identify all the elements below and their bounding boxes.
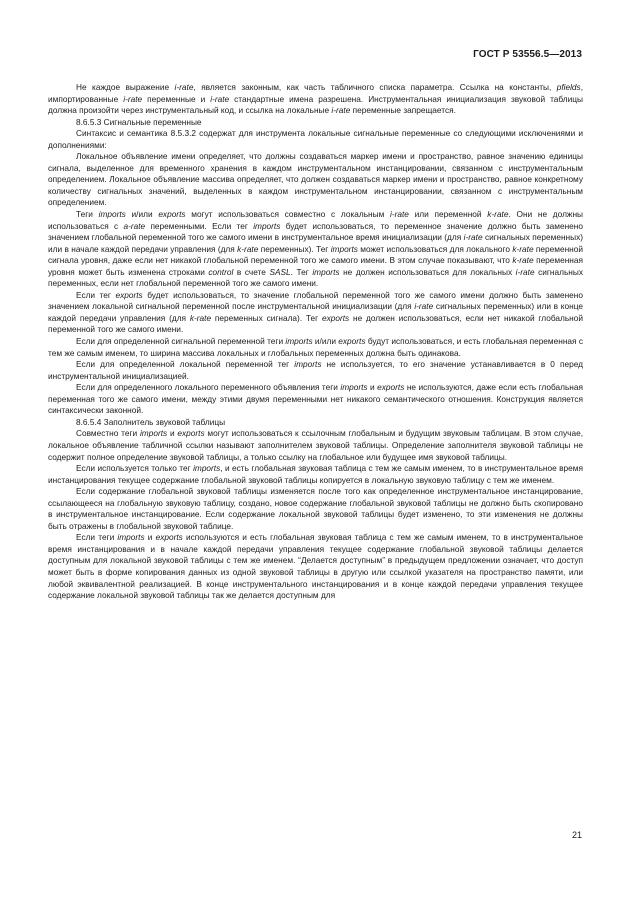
italic-term: exports — [321, 312, 350, 323]
paragraph — [48, 82, 583, 117]
italic-term: exports — [377, 382, 405, 393]
text-run: может использоваться для локального — [357, 243, 513, 254]
text-run: будут использоваться, и есть глобальная переменная с тем же самым именем, то ширина массива локальных и глобальных переменных должна быть одинакова. — [48, 336, 583, 358]
text-run: не используются, даже если есть глобальная переменная того же самого имени, между этими двумя переменными нет никакого семантического отношения. Конструкция является синтаксически законной. — [48, 382, 583, 416]
text-run: стандартные имена разрешена. Инструментальная инициализация звуковой таблицы должна произойти через инструментальный код, и ссылка на локальные — [48, 93, 583, 116]
italic-term: exports — [115, 289, 143, 300]
text-run: переменных сигнала). Тег — [211, 312, 322, 323]
text-run: , импортированные — [48, 82, 583, 104]
text-run: будет использоваться, то переменное значение должно быть заменено значением глобальной переменной того же самого имени в инструментальное время инициализации (для — [48, 220, 583, 243]
text-run: Если для определенного локального переменного объявления теги — [76, 382, 341, 393]
text-run: Если тег — [76, 289, 116, 300]
paragraph — [48, 290, 583, 336]
italic-term: imports — [139, 428, 168, 439]
text-run: не должен использоваться для локальных — [339, 266, 516, 277]
italic-term: pfields — [556, 82, 581, 92]
text-run: Если для определенной сигнальной переменной теги — [76, 336, 286, 347]
text-run: 8.6.5.4 Заполнитель звуковой таблицы — [76, 416, 226, 427]
italic-term: k-rate — [237, 243, 259, 254]
text-run: . Они не должны использоваться с — [48, 209, 584, 231]
text-run: не должен использоваться, если нет никакой глобальной переменной того же самого имени. — [48, 312, 583, 335]
text-run: используются и есть глобальная звуковая таблица с тем же самым именем, то в инструментальное время инстанцирования и в начале каждой передачи управления текущее содержание глобальной звуковой таблицы делается доступным для локальной звуковой таблицы с тем же именем. “Делается доступным” в предыдущем предложении означает, что доступ может быть в форме копирования данных из одной звуковой таблицы в другую или ссылкой указателя на пространство памяти, или любой эквивалентной реализацией. В конце инструментального инстанцирования и в конце каждой передачи управления текущее содержание локальной звуковой таблицы так же делается доступным для — [48, 532, 583, 601]
italic-term: i-rate — [414, 301, 434, 312]
text-run: Локальное объявление имени определяет, что должны создаваться маркер имени и пространство, равное значению единицы сигнала, выделенное для временного хранения в каждом инструментальном инстанцировании, связанном с инструментальным определением. Локальное объявление массива определяет, что должен создаваться маркер имени и пространство, равное конкретному количеству сигнальных значений, выделенных в каждом инструментальном инстанцировании, связанном с инструментальным определением. — [48, 151, 583, 208]
italic-term: k-rate — [487, 209, 509, 220]
text-run: , является законным, как часть табличного списка параметра. Ссылка на константы, — [193, 82, 557, 92]
italic-term: imports — [340, 382, 368, 393]
italic-term: imports — [253, 220, 281, 231]
italic-term: i-rate — [123, 93, 143, 104]
italic-term: i-rate — [331, 105, 351, 116]
text-run: переменная уровня может быть изменена строками — [48, 255, 584, 277]
italic-term: i-rate — [463, 232, 483, 243]
italic-term: control — [208, 266, 234, 277]
text-run: переменные и — [142, 93, 211, 104]
text-run: и/или — [312, 336, 339, 347]
italic-term: exports — [177, 428, 205, 439]
italic-term: imports — [285, 336, 313, 347]
text-run: сигнальных переменных, если нет глобальной переменной того же самого имени. — [48, 266, 583, 289]
paragraph — [48, 359, 583, 382]
body-text — [48, 82, 583, 602]
paragraph — [48, 382, 583, 417]
italic-term: imports — [294, 359, 322, 370]
text-run: Теги — [76, 209, 99, 220]
italic-term: imports — [117, 532, 145, 543]
italic-term: imports — [98, 209, 126, 220]
text-run: не используется, то его значение устанавливается в 0 перед инструментальной инициализацией. — [48, 359, 583, 381]
paragraph — [48, 209, 583, 290]
text-run: Не каждое выражение — [76, 82, 175, 92]
text-run: и/или — [125, 209, 159, 220]
italic-term: SASL — [269, 266, 291, 277]
text-run: будет использоваться, то значение глобальной переменной того же самого имени должно быть заменено значением локальной сигнальной переменной после инструментальной инициализации (для — [48, 289, 583, 312]
text-run: . Тег — [290, 266, 313, 277]
text-run: 8.6.5.3 Сигнальные переменные — [76, 116, 202, 127]
text-run: Если теги — [76, 532, 118, 543]
paragraph — [48, 151, 583, 209]
italic-term: imports — [312, 266, 340, 277]
italic-term: i-rate — [174, 82, 194, 92]
paragraph — [48, 417, 583, 429]
text-run: Если содержание глобальной звуковой таблицы изменяется после того как определенное инструментальное инстанцирование, ссылающееся на глобальную звуковую таблицу, создано, новое содержание глобальной звуковой таблицы не должно быть скопировано в инструментальное инстанцирование. Если содержание локальной звуковой таблицы будет изменено, то эти изменения не должны быть отражены в глобальной звуковой таблице. — [48, 486, 583, 531]
italic-term: i-rate — [515, 266, 535, 277]
italic-term: k-rate — [512, 243, 534, 254]
text-run: Если для определенной локальной переменной тег — [76, 359, 295, 370]
text-run: и — [167, 428, 178, 439]
paragraph — [48, 128, 583, 151]
text-run: переменные запрещается. — [350, 105, 456, 116]
italic-term: exports — [158, 209, 186, 220]
italic-term: imports — [330, 243, 358, 254]
text-run: , и есть глобальная звуковая таблица с тем же самым именем, то в инструментальное время инстанцирования текущее содержание глобальной звуковой таблицы копируется в локальную звуковую таблицу с тем же именем. — [48, 463, 583, 485]
text-run: Если используется только тег — [76, 463, 194, 474]
italic-term: i-rate — [390, 209, 409, 220]
text-run: могут использоваться к ссылочным глобальным и будущим звуковым таблицам. В этом случае, локальное объявление табличной ссылки называют заполнителем звуковой таблицы. Определение заполнителя звуковой таблицы не содержит полное определение звуковой таблицы, а только ссылку на глобальное или будущее имя звуковой таблицы. — [48, 428, 583, 462]
italic-term: imports — [193, 463, 221, 474]
text-run: могут использоваться совместно с локальным — [185, 209, 391, 220]
paragraph — [48, 336, 583, 359]
paragraph — [48, 117, 583, 129]
paragraph — [48, 428, 583, 463]
text-run: в счете — [233, 266, 270, 277]
paragraph — [48, 486, 583, 532]
page-number: 21 — [571, 830, 582, 840]
text-run: и — [367, 382, 378, 393]
italic-term: exports — [155, 532, 183, 543]
text-run: переменной сигнала уровня, даже если нет никакой глобальной переменной того же самого имени. В этом случае показывают, что — [48, 243, 583, 266]
text-run: или переменной — [408, 209, 488, 220]
italic-term: i-rate — [210, 93, 230, 104]
text-run: переменных). Тег — [258, 243, 331, 254]
italic-term: exports — [338, 336, 366, 347]
text-run: сигнальных переменных) или в начале каждой передачи управления (для — [48, 232, 584, 254]
paragraph — [48, 532, 583, 601]
italic-term: k-rate — [512, 255, 534, 266]
italic-term: k-rate — [189, 312, 212, 323]
text-run: Синтаксис и семантика 8.5.3.2 содержат для инструмента локальные сигнальные переменные со следующими исключениями и дополнениями: — [48, 128, 583, 150]
standard-header: ГОСТ Р 53556.5—2013 — [473, 49, 582, 60]
text-run: и — [144, 532, 156, 543]
text-run: Совместно теги — [76, 428, 140, 439]
paragraph — [48, 463, 583, 486]
text-run: переменными. Если тег — [145, 220, 254, 231]
text-run: сигнальных переменных) или в конце каждой передачи управления (для — [48, 301, 583, 323]
italic-term: a-rate — [123, 220, 146, 231]
